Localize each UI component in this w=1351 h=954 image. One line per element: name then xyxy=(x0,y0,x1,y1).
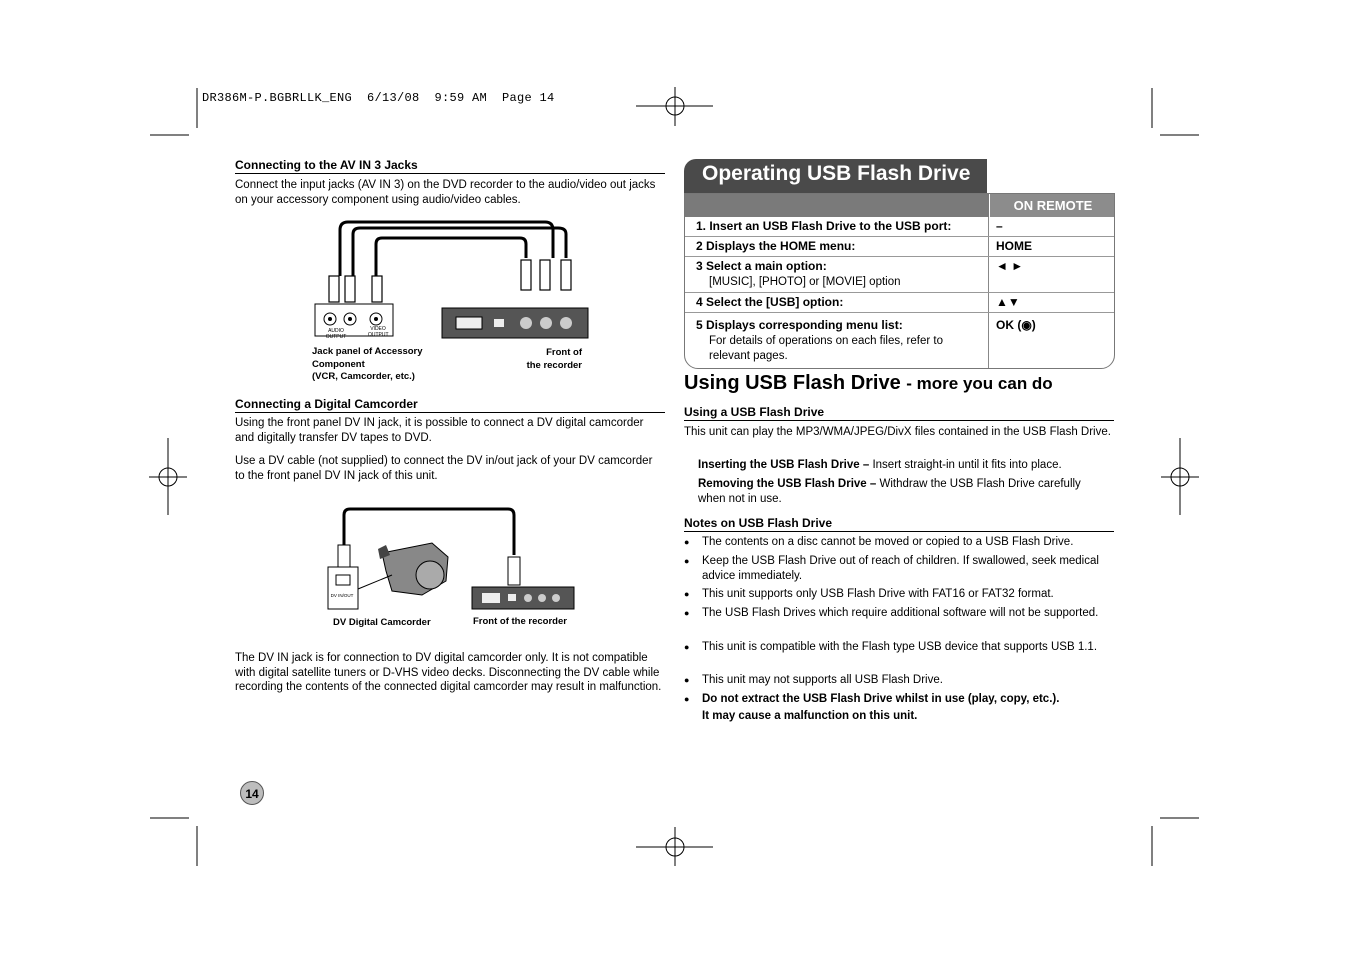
heading-using-usb: Using a USB Flash Drive xyxy=(684,405,1114,421)
caption-accessory: Jack panel of Accessory Component (VCR, Camcorder, etc.) xyxy=(312,346,423,382)
list-item: ● This unit is compatible with the Flash type USB device that supports USB 1.1. xyxy=(684,640,1114,655)
audio-output-label: AUDIO OUTPUT xyxy=(325,328,347,340)
using-intro: This unit can play the MP3/WMA/JPEG/DivX files contained in the USB Flash Drive. xyxy=(684,426,1111,438)
heading-notes: Notes on USB Flash Drive xyxy=(684,516,1114,532)
heading-camcorder: Connecting a Digital Camcorder xyxy=(235,397,665,413)
list-item: ● This unit may not supports all USB Flash Drive. xyxy=(684,673,1114,688)
list-item: ● This unit supports only USB Flash Drive with FAT16 or FAT32 format. xyxy=(684,587,1114,602)
warning-item: ● Do not extract the USB Flash Drive whilst in use (play, copy, etc.). It may cause a malfunction on this unit. xyxy=(684,692,1114,723)
operating-steps-box: ON REMOTE 1. Insert an USB Flash Drive to the USB port: – 2 Displays the HOME menu: HOME 3 Select a main option: ◄ ► [MUSIC], [PHOTO] or [MOVIE] option 4 Select the [USB] option: ▲▼ 5 Displays corresponding menu list: OK (◉) For details of operations on each files, refer to relevant pages. xyxy=(684,193,1115,369)
video-output-label: VIDEO OUTPUT xyxy=(368,326,389,338)
operating-usb-title: Operating USB Flash Drive xyxy=(684,159,987,193)
heading-av-in3: Connecting to the AV IN 3 Jacks xyxy=(235,158,665,174)
dv-connection-diagram xyxy=(322,505,578,617)
caption-front-recorder: Front of the recorder xyxy=(526,347,582,371)
list-item: ● The contents on a disc cannot be moved or copied to a USB Flash Drive. xyxy=(684,535,1114,550)
camcorder-text2: Use a DV cable (not supplied) to connect the DV in/out jack of your DV camcorder to the front panel DV IN jack of this unit. xyxy=(235,455,653,482)
dv-note: The DV IN jack is for connection to DV digital camcorder only. It is not compatible with digital satellite tuners or D-VHS video decks. Disconnecting the DV cable while recording the contents of the connected digital camcorder may result in malfunction. xyxy=(235,652,662,693)
caption-front-recorder-dv: Front of the recorder xyxy=(473,616,567,627)
av-in3-text: Connect the input jacks (AV IN 3) on the DVD recorder to the audio/video out jacks on your accessory component using audio/video cables. xyxy=(235,179,656,206)
using-usb-title: Using USB Flash Drive - more you can do xyxy=(684,372,1053,394)
list-item: ● The USB Flash Drives which require additional software will not be supported. xyxy=(684,606,1114,621)
on-remote-header: ON REMOTE xyxy=(989,194,1115,217)
camcorder-text1: Using the front panel DV IN jack, it is possible to connect a DV digital camcorder and digitally transfer DV tapes to DVD. xyxy=(235,417,644,444)
removing-text: Removing the USB Flash Drive – Withdraw the USB Flash Drive carefully when not in use. xyxy=(698,478,1081,505)
inserting-text: Inserting the USB Flash Drive – Insert straight-in until it fits into place. xyxy=(698,459,1062,471)
caption-dv-camcorder: DV Digital Camcorder xyxy=(333,617,431,628)
page-number: 14 xyxy=(240,781,264,805)
print-header: DR386M-P.BGBRLLK_ENG 6/13/08 9:59 AM Page 14 xyxy=(202,91,555,105)
dv-jack-label: DV IN/OUT xyxy=(330,593,354,598)
list-item: ● Keep the USB Flash Drive out of reach of children. If swallowed, seek medical advice immediately. xyxy=(684,554,1114,583)
